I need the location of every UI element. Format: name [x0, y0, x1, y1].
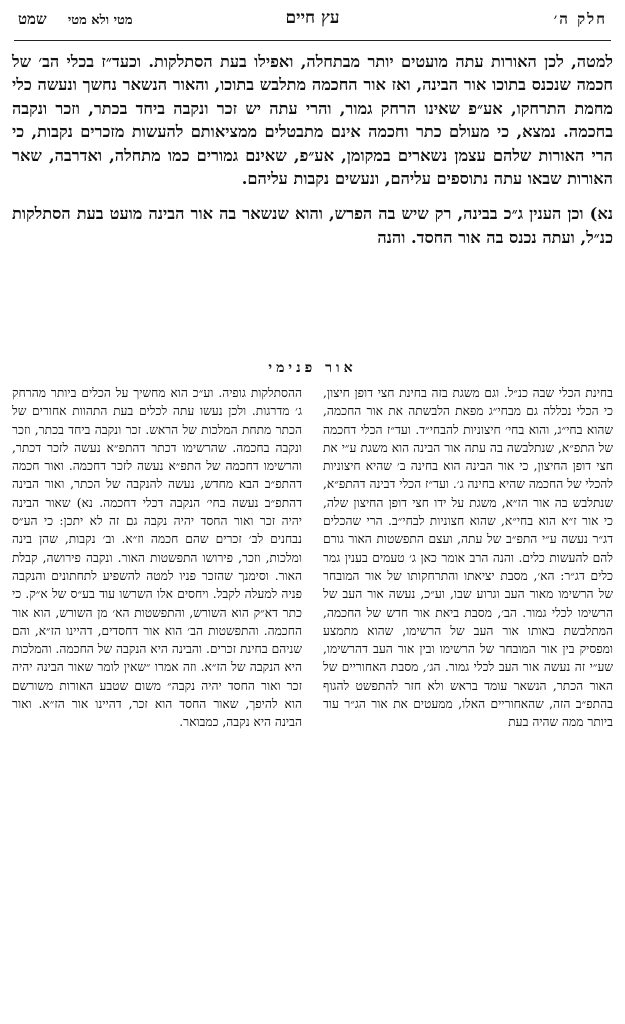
main-paragraph: למטה, לכן האורות עתה מועטים יותר מבתחלה, ואפילו בעת הסתלקות. וכעד״ז בכלי הב׳ של חכמה שנכנס בתוכו אור הבינה, ואז אור החכמה מתלבש בתוכו, והאור הנשאר נחשך ונעשה כלי מחמת התרחקו, אע״פ שאינו הרחק גמור, והרי עתה יש זכר ונקבה ביחד בכתר, וזכר ונקבה בחכמה. נמצא, כי מעולם כתר וחכמה אינם מתבטלים ממציאותם להעשות מזכרים נקבות, כי הרי האורות שלהם עצמן נשארים במקומן, אע״פ, שאינם גמורים כמו מתחלה, ואדרבה, שאר האורות שבאו עתה נתוספים עליהם, ונעשים נקבות עליהם.: [12, 52, 613, 189]
commentary-column-left: [12, 384, 302, 732]
book-title: עץ חיים: [285, 8, 340, 28]
commentary-text: בחינת הכלי שבה כנ״ל. וגם משגת בזה בחינת חצי דופן חיצון, כי הכלי נכללה גם מבחי״ג מפאת הלבשתה את אור החכמה, שהוא בחי״ג, והוא בחי׳ חיצוניות להבחי״ד. ועד״ז הכלי דחכמה של התפ״א, שנתלבשה בה עתה אור הבינה הוא משגת ע״י את חצי דופן החיצון, כי אור הבינה הוא בחינה ב׳ שהיא חיצוניות להכלי של החכמה שהיא בחינה ג׳. ועד״ז הכלי דבינה דהתפ״א, שנתלבש בה אור הז״א, משגת על ידו חצי דופן החיצון שלה, כי אור ז״א הוא בחי״א, שהוא חצוניות לבחי״ב. הרי שהכלים דג״ר נעשה ע״י התפ״ב של עתה, ועצם התפשטות האור גורם להם להעשות כלים. והנה הרב אומר כאן ג׳ טעמים בענין גמר כלים דג״ר: הא׳, מסבת יציאתו והתרחקותו של אור המובחר של הרשימו מאור העב וגרוע שבו, וע״כ, נעשה אור העב של הרשימו לכלי גמור. הב׳, מסבת ביאת אור חדש של החכמה, המתלבשת באותו אור העב של הרשימו, שהוא מתמצע ומפסיק בין אור המובחר של הרשימו ובין אור העב דהרשימו, שע״י זה נעשה אור העב לכלי גמור. הג׳, מסבת האחוריים של האור הכתר, הנשאר עומד בראש ולא חזר להתפשט להגוף בהתפ״ב הזה, שהאחוריים האלו, ממעטים את אור הג״ר עוד ביותר ממה שהיה בעת: [323, 386, 613, 730]
main-text: [12, 50, 613, 249]
page-header: [14, 6, 611, 41]
header-left: [18, 10, 133, 29]
section-label: חלק ה׳: [553, 10, 607, 28]
running-subtitle: מטי ולא מטי: [67, 13, 133, 28]
commentary-column-right: [323, 384, 613, 732]
commentary-columns: [12, 384, 613, 1016]
commentary-text: ההסתלקות גופיה. וע״כ הוא מחשיך על הכלים ביותר מהרחק ג׳ מדרגות. ולכן נעשו עתה לכלים בעת התהוות אחורים של הכתר מתחת המלכות של הראש. זכר ונקבה ביחד בכתר, וזכר ונקבה בחכמה. שהרשימו דכתר דהתפ״א נעשה לזכר דכתר, והרשימו דחכמה של התפ״א נעשה לזכר דחכמה. ואור חכמה דהתפ״ב הבא מחדש, נעשה להנקבה של הכתר, ואור הבינה דהתפ״ב נעשה בחי׳ הנקבה דכלי דחכמה. נא) שאור הבינה יהיה זכר ואור החסד יהיה נקבה גם זה לא יתכן: כי הע״ס נבחנים לב׳ זכרים שהם חכמה וז״א. וב׳ נקבות, שהן בינה ומלכות, וזכר, פירושו התפשטות האור. ונקבה פירושה, קבלת האור. וסימנך שהזכר פניו למטה להשפיע לתחתונים והנקבה פניה למעלה לקבל. ויחסים אלו השרשו עוד בע״ס של א״ק. כי כתר דא״ק הוא השורש, והתפשטות הא׳ מן השורש, הוא אור החכמה. והתפשטות הב׳ הוא אור דחסדים, דהיינו הז״א, והם שניהם בחינת זכרים. והבינה היא הנקבה של החכמה. והמלכות היא הנקבה של הז״א. וזה אמרו ״שאין לומר שאור הבינה יהיה זכר ואור החסד יהיה נקבה״ משום שטבע האורות משורשם הוא להיפך, שאור החסד הוא זכר, דהיינו אור הז״א. ואור הבינה היא נקבה, כמבואר.: [12, 386, 302, 730]
portion-label: שמט: [18, 10, 47, 28]
main-paragraph: נא) וכן הענין ג״כ בבינה, רק שיש בה הפרש, והוא שנשאר בה אור הבינה מועט בעת הסתלקות כנ״ל, ועתה נכנס בה אור החסד. והנה: [12, 204, 613, 247]
commentary-title: אור פנימי: [268, 360, 357, 376]
